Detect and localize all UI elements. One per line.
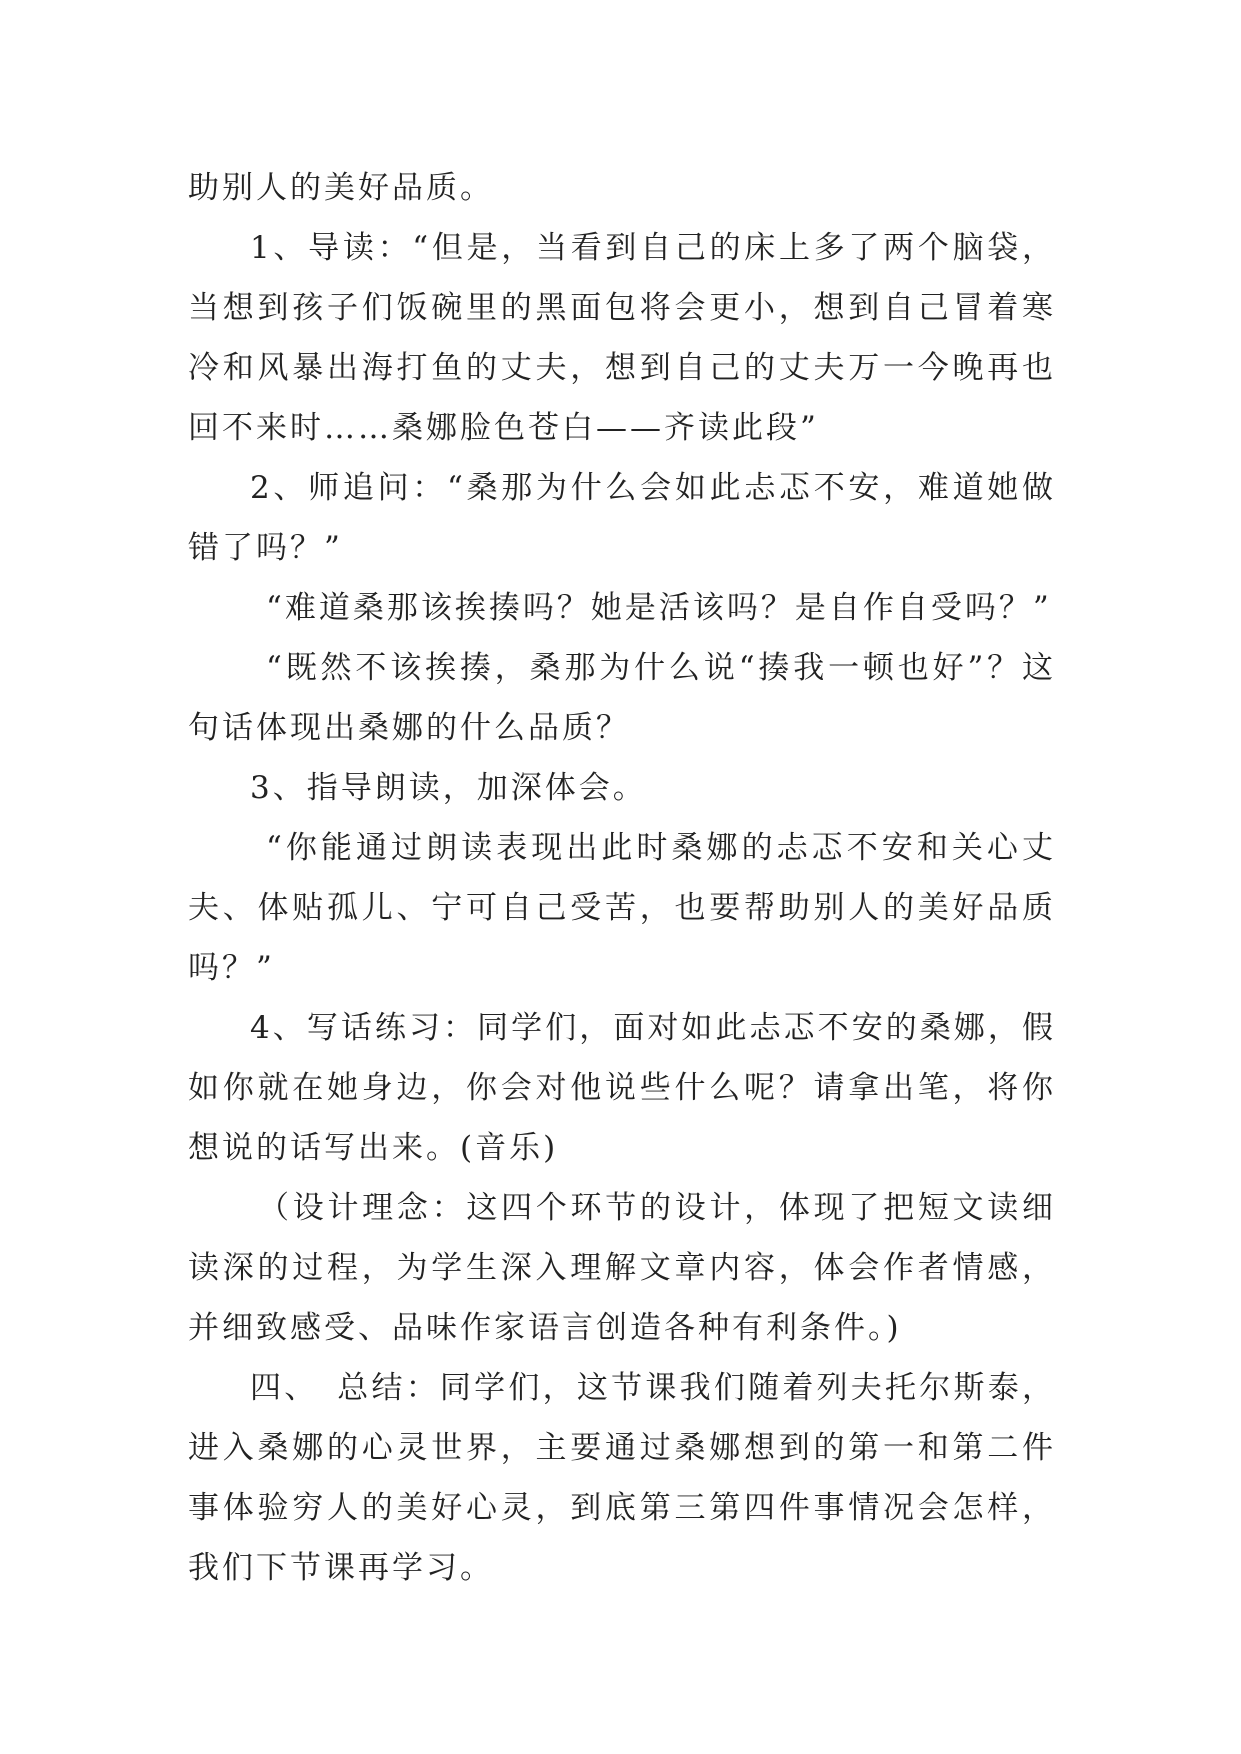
paragraph-continuation: 助别人的美好品质。 (188, 170, 494, 206)
paragraph-summary: 四、 总结：同学们，这节课我们随着列夫托尔斯泰，进入桑娜的心灵世界，主要通过桑娜想到的第一和第二件事体验穷人的美好心灵，到底第三第四件事情况会怎样，我们下节课再学习。 (188, 1370, 1056, 1586)
paragraph-question-deserve: “难道桑那该挨揍吗？她是活该吗？是自作自受吗？” (266, 590, 1052, 626)
paragraph-reading-guidance: 3、指导朗读，加深体会。 (250, 770, 647, 806)
paragraph-reading-prompt: “你能通过朗读表现出此时桑娜的忐忑不安和关心丈夫、体贴孤儿、宁可自己受苦，也要帮助别人的美好品质吗？” (188, 830, 1056, 986)
paragraph-design-concept: （设计理念：这四个环节的设计，体现了把短文读细读深的过程，为学生深入理解文章内容，体会作者情感，并细致感受、品味作家语言创造各种有利条件。) (188, 1190, 1056, 1346)
paragraph-writing-practice: 4、写话练习：同学们，面对如此忐忑不安的桑娜，假如你就在她身边，你会对他说些什么呢？请拿出笔，将你想说的话写出来。(音乐) (188, 1010, 1056, 1166)
paragraph-guided-reading: 1、导读：“但是，当看到自己的床上多了两个脑袋，当想到孩子们饭碗里的黑面包将会更小，想到自己冒着寒冷和风暴出海打鱼的丈夫，想到自己的丈夫万一今晚再也回不来时……桑娜脸色苍白——齐读此段” (188, 230, 1056, 446)
document-body (188, 158, 1056, 1598)
paragraph-question-quality: “既然不该挨揍，桑那为什么说“揍我一顿也好”？这句话体现出桑娜的什么品质？ (188, 650, 1056, 746)
paragraph-teacher-question: 2、师追问：“桑那为什么会如此忐忑不安，难道她做错了吗？” (188, 470, 1056, 566)
